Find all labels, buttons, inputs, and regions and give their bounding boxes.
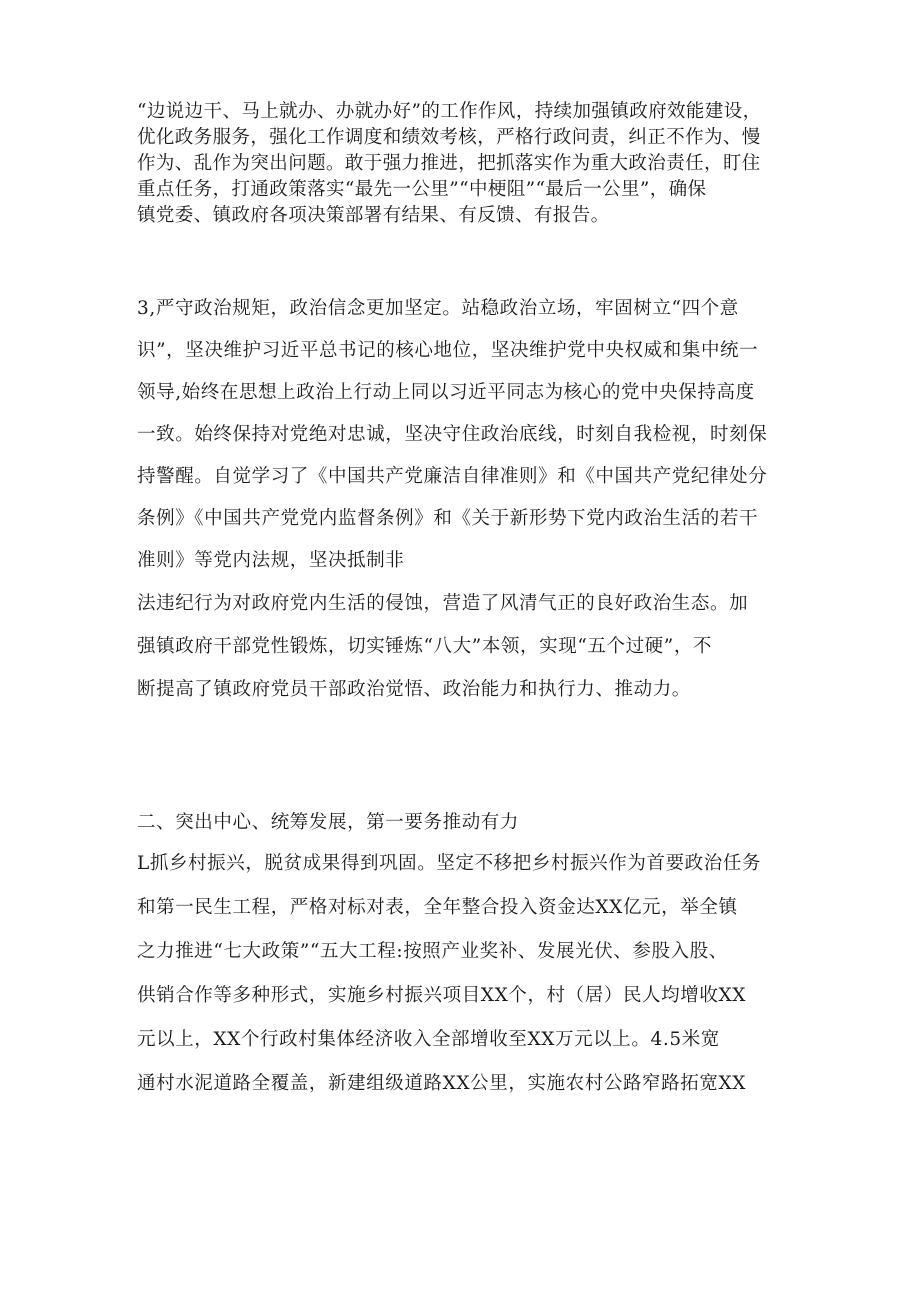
text-line: 条例》《中国共产党党内监督条例》和《关于新形势下党内政治生活的若干 xyxy=(137,508,759,529)
text-line: 作为、乱作为突出问题。敢于强力推进，把抓落实作为重大政治责任，盯住 xyxy=(137,153,761,174)
text-line: L抓乡村振兴，脱贫成果得到巩固。坚定不移把乡村振兴作为首要政治任务 xyxy=(137,853,762,874)
text-line: 和第一民生工程，严格对标对表，全年整合投入资金达XX亿元，举全镇 xyxy=(137,897,738,918)
section-heading: 二、突出中心、统筹发展，第一要务推动有力 xyxy=(137,812,520,833)
text-line: 通村水泥道路全覆盖，新建组级道路XX公里，实施农村公路窄路拓宽XX xyxy=(137,1073,746,1094)
text-line: 一致。始终保持对党绝对忠诚，坚决守住政治底线，时刻自我检视，时刻保 xyxy=(137,424,768,445)
text-line: 之力推进“七大政策”“五大工程:按照产业奖补、发展光伏、参股入股、 xyxy=(137,941,728,962)
text-line: 供销合作等多种形式，实施乡村振兴项目XX个，村（居）民人均增收XX xyxy=(137,985,746,1006)
text-line: 法违纪行为对政府党内生活的侵蚀，营造了风清气正的良好政治生态。加 xyxy=(137,593,749,614)
text-line: 优化政务服务，强化工作调度和绩效考核，严格行政问责，纠正不作为、慢 xyxy=(137,127,761,148)
text-line: 领导,始终在思想上政治上行动上同以习近平同志为核心的党中央保持高度 xyxy=(137,382,755,403)
text-line: “边说边干、马上就办、办就办好”的工作作风，持续加强镇政府效能建设， xyxy=(137,101,762,122)
text-line: 镇党委、镇政府各项决策部署有结果、有反馈、有报告。 xyxy=(137,205,610,226)
text-line: 元以上，XX个行政村集体经济收入全部增收至XX万元以上。4.5米宽 xyxy=(137,1029,720,1050)
text-line: 重点任务，打通政策落实“最先一公里”“中梗阻”“最后一公里”，确保 xyxy=(137,179,707,200)
text-line: 3,严守政治规矩，政治信念更加坚定。站稳政治立场，牢固树立“四个意 xyxy=(137,298,739,319)
text-line: 识”，坚决维护习近平总书记的核心地位，坚决维护党中央权威和集中统一 xyxy=(137,340,759,361)
text-line: 准则》等党内法规，坚决抵制非 xyxy=(137,550,405,571)
text-line: 断提高了镇政府党员干部政治觉悟、政治能力和执行力、推动力。 xyxy=(137,679,691,700)
text-line: 持警醒。自觉学习了《中国共产党廉洁自律准则》和《中国共产党纪律处分 xyxy=(137,466,768,487)
text-line: 强镇政府干部党性锻炼，切实锤炼“八大”本领，实现“五个过硬”，不 xyxy=(137,636,713,657)
